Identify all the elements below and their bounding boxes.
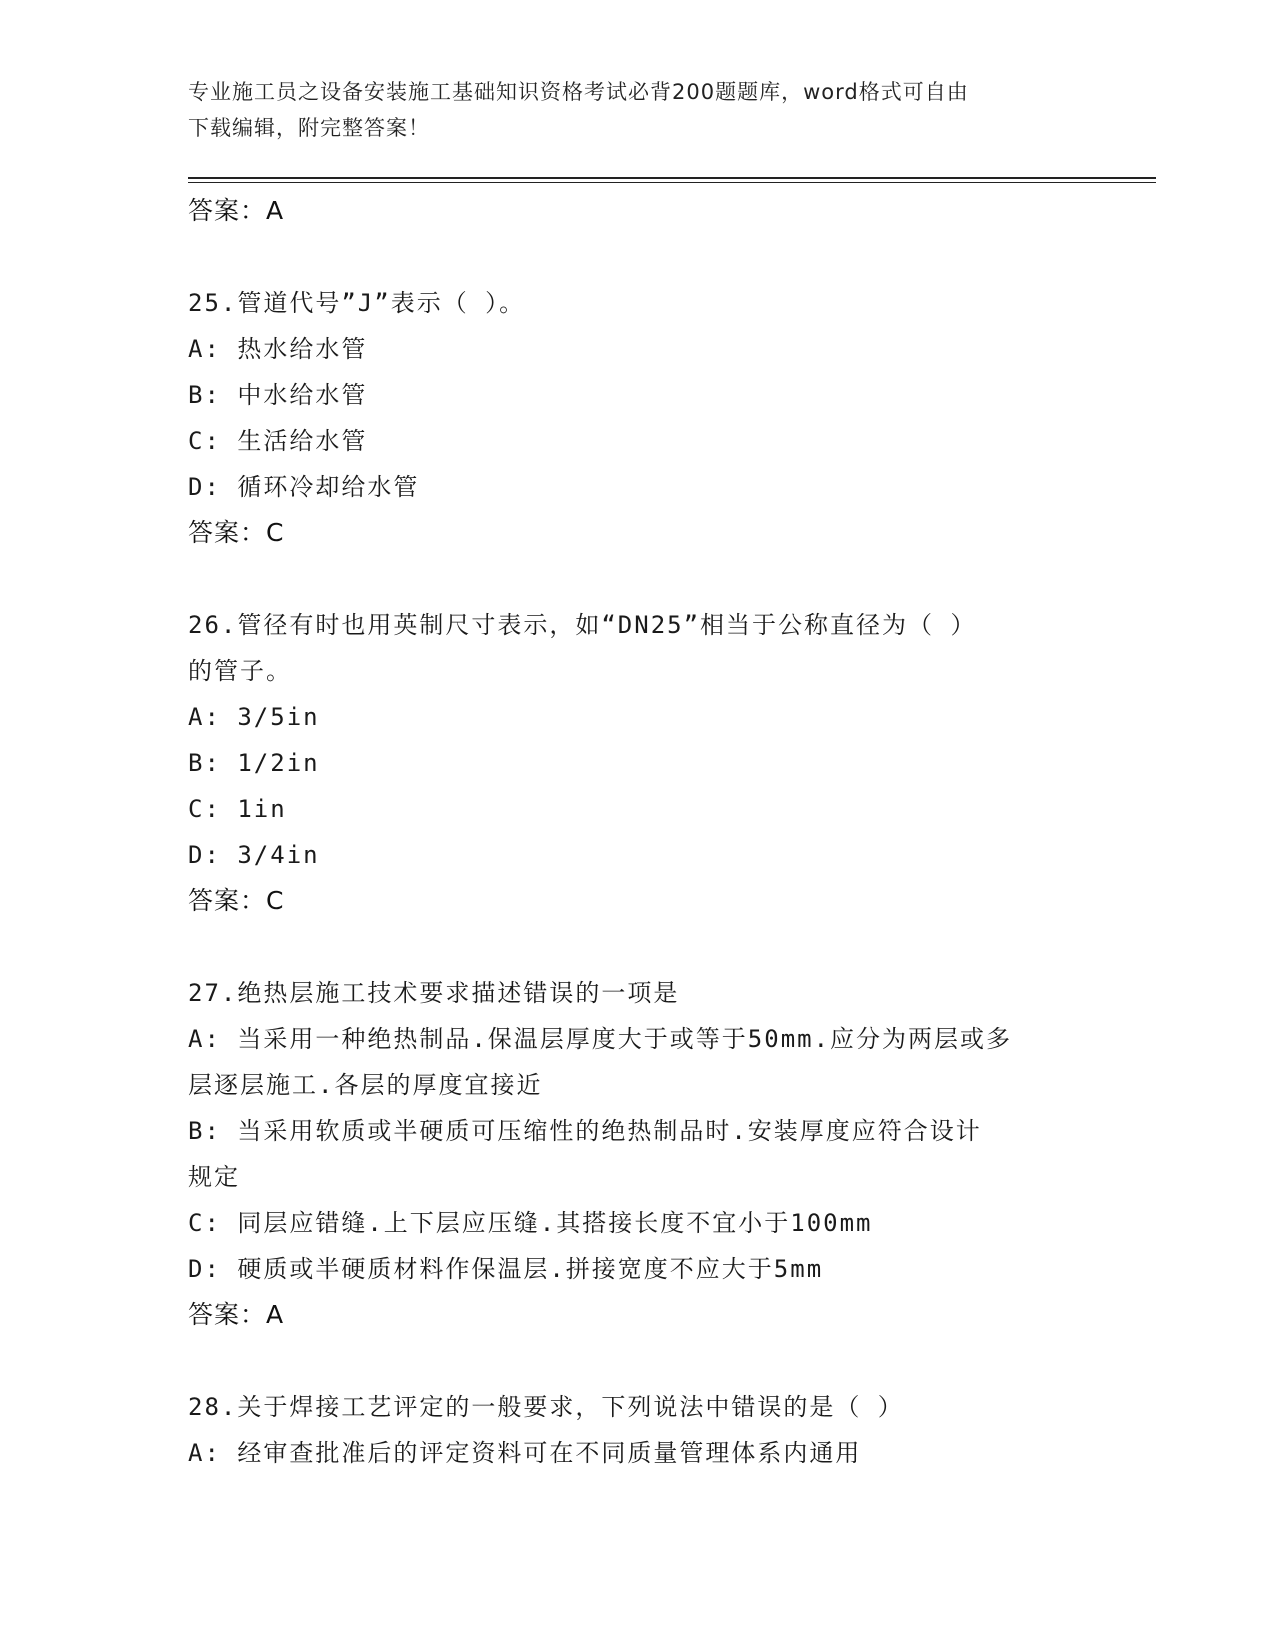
spacer [188,1338,1108,1384]
option-line: C: 生活给水管 [188,427,368,455]
option-line: A: 当采用一种绝热制品.保温层厚度大于或等于50mm.应分为两层或多 [188,1025,1013,1053]
question-stem: 的管子。 [188,657,292,685]
answer-line: 答案：C [188,886,285,915]
option-line: C: 同层应错缝.上下层应压缝.其搭接长度不宜小于100mm [188,1209,873,1237]
header-divider-thin [188,182,1156,183]
header-line-1: 专业施工员之设备安装施工基础知识资格考试必背200题题库，word格式可自由 [188,80,969,104]
header-line-2: 下载编辑，附完整答案！ [188,116,430,140]
spacer [188,234,1108,280]
answer-line: 答案：C [188,518,285,547]
option-line: D: 3/4in [188,841,320,869]
option-line: B: 1/2in [188,749,320,777]
question-block [188,970,1108,1384]
question-block [188,280,1108,602]
spacer [188,924,1108,970]
option-line: A: 经审查批准后的评定资料可在不同质量管理体系内通用 [188,1439,862,1467]
question-stem: 26.管径有时也用英制尺寸表示，如“DN25”相当于公称直径为（ ） [188,611,977,639]
question-block [188,602,1108,970]
option-line: B: 中水给水管 [188,381,368,409]
option-line: D: 循环冷却给水管 [188,473,420,501]
option-line: A: 热水给水管 [188,335,368,363]
question-stem: 28.关于焊接工艺评定的一般要求，下列说法中错误的是（ ） [188,1393,904,1421]
question-stem: 27.绝热层施工技术要求描述错误的一项是 [188,979,680,1007]
question-list [188,280,1108,1476]
answer-line: 答案：A [188,196,285,225]
question-block [188,1384,1108,1476]
document-header [188,74,1088,146]
option-line: A: 3/5in [188,703,320,731]
option-line: C: 1in [188,795,287,823]
header-divider-thick [188,177,1156,179]
option-line: D: 硬质或半硬质材料作保温层.拼接宽度不应大于5mm [188,1255,824,1283]
answer-line: 答案：A [188,1300,285,1329]
document-body [188,188,1108,1476]
spacer [188,556,1108,602]
question-stem: 25.管道代号”J”表示（ ）。 [188,289,526,317]
option-line: B: 当采用软质或半硬质可压缩性的绝热制品时.安装厚度应符合设计 [188,1117,982,1145]
option-line: 规定 [188,1163,240,1191]
option-line: 层逐层施工.各层的厚度宜接近 [188,1071,543,1099]
